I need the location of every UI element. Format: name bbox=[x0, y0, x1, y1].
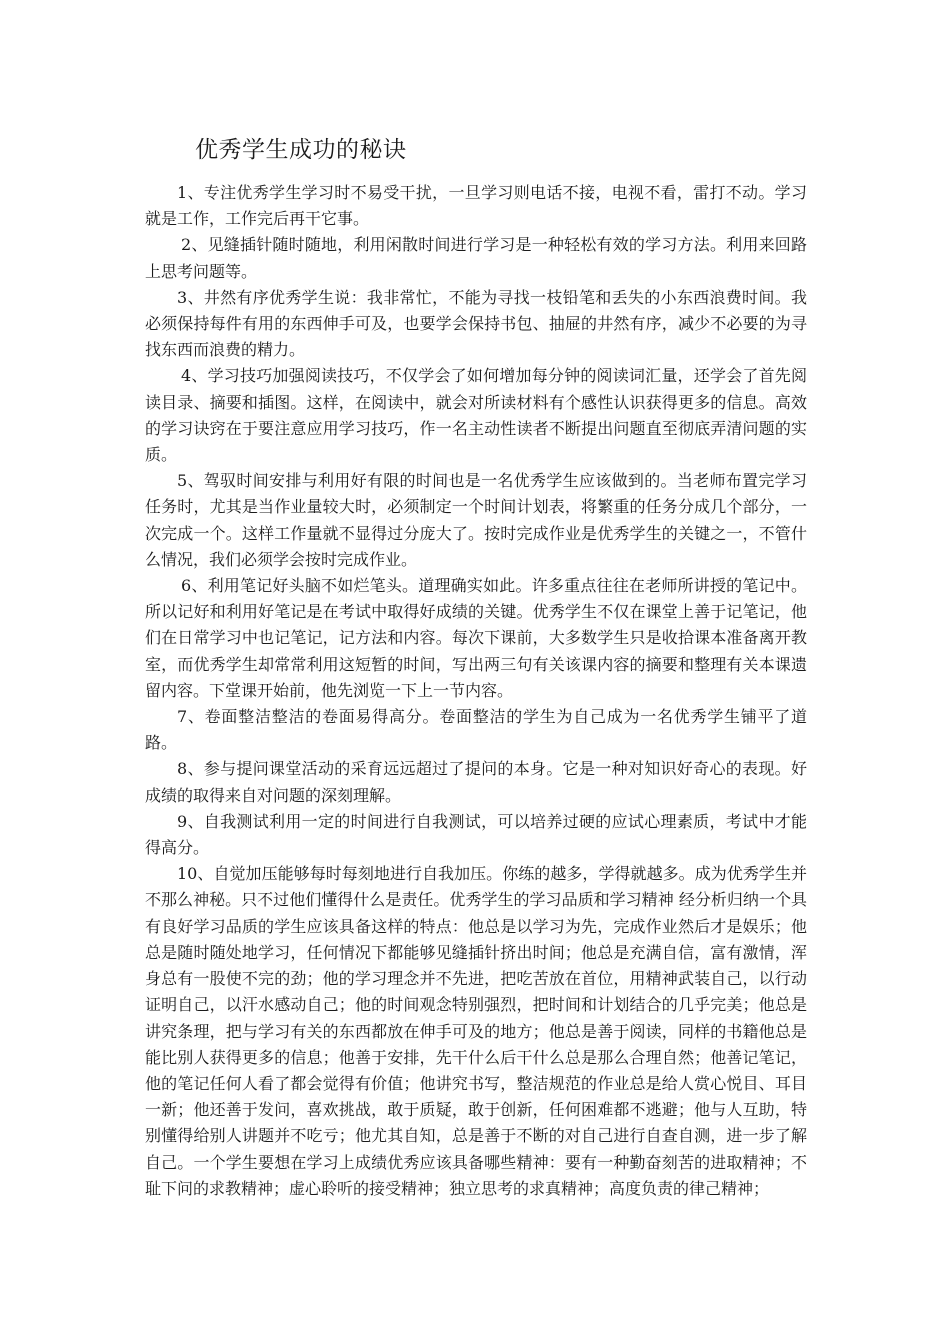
paragraph-3: 3、井然有序优秀学生说：我非常忙，不能为寻找一枝铅笔和丢失的小东西浪费时间。我必须保持每件有用的东西伸手可及，也要学会保持书包、抽屉的井然有序，减少不必要的为寻找东西而浪费的精力。 bbox=[145, 287, 807, 360]
paragraph-2: 2、见缝插针随时随地，利用闲散时间进行学习是一种轻松有效的学习方法。利用来回路上思考问题等。 bbox=[145, 235, 807, 281]
paragraph-7: 7、卷面整洁整洁的卷面易得高分。卷面整洁的学生为自己成为一名优秀学生铺平了道路。 bbox=[145, 707, 807, 753]
paragraph-5: 5、驾驭时间安排与利用好有限的时间也是一名优秀学生应该做到的。当老师布置完学习任务时，尤其是当作业量较大时，必须制定一个时间计划表，将繁重的任务分成几个部分，一次完成一个。这样工作量就不显得过分庞大了。按时完成作业是优秀学生的关键之一，不管什么情况，我们必须学会按时完成作业。 bbox=[145, 471, 807, 569]
paragraph-1: 1、专注优秀学生学习时不易受干扰，一旦学习则电话不接，电视不看，雷打不动。学习就是工作，工作完后再干它事。 bbox=[145, 183, 807, 229]
document-title: 优秀学生成功的秘诀 bbox=[195, 137, 407, 163]
paragraph-10: 10、自觉加压能够每时每刻地进行自我加压。你练的越多，学得就越多。成为优秀学生并不那么神秘。只不过他们懂得什么是责任。优秀学生的学习品质和学习精神 经分析归纳一个具有良好学习品质的学生应该具备这样的特点：他总是以学习为先，完成作业然后才是娱乐；他总是随时随处地学习，任何情况下都能够见缝插针挤出时间；他总是充满自信，富有激情，浑身总有一股使不完的劲；他的学习理念并不先进，把吃苦放在首位，用精神武装自己，以行动证明自己，以汗水感动自己；他的时间观念特别强烈，把时间和计划结合的几乎完美；他总是讲究条理，把与学习有关的东西都放在伸手可及的地方；他总是善于阅读，同样的书籍他总是能比别人获得更多的信息；他善于安排，先干什么后干什么总是那么合理自然；他善记笔记，他的笔记任何人看了都会觉得有价值；他讲究书写，整洁规范的作业总是给人赏心悦目、耳目一新；他还善于发问，喜欢挑战，敢于质疑，敢于创新，任何困难都不逃避；他与人互助，特别懂得给别人讲题并不吃亏；他尤其自知，总是善于不断的对自己进行自查自测，进一步了解自己。一个学生要想在学习上成绩优秀应该具备哪些精神：要有一种勤奋刻苦的进取精神；不耻下问的求教精神；虚心聆听的接受精神；独立思考的求真精神；高度负责的律己精神； bbox=[145, 864, 807, 1198]
paragraph-6: 6、利用笔记好头脑不如烂笔头。道理确实如此。许多重点往往在老师所讲授的笔记中。所以记好和利用好笔记是在考试中取得好成绩的关键。优秀学生不仅在课堂上善于记笔记，他们在日常学习中也记笔记，记方法和内容。每次下课前，大多数学生只是收拾课本准备离开教室，而优秀学生却常常利用这短暂的时间，写出两三句有关该课内容的摘要和整理有关本课遗留内容。下堂课开始前，他先浏览一下上一节内容。 bbox=[145, 576, 807, 700]
paragraph-8: 8、参与提问课堂活动的采育远远超过了提问的本身。它是一种对知识好奇心的表现。好成绩的取得来自对问题的深刻理解。 bbox=[145, 759, 807, 805]
paragraph-9: 9、自我测试利用一定的时间进行自我测试，可以培养过硬的应试心理素质，考试中才能得高分。 bbox=[145, 811, 807, 858]
paragraph-4: 4、学习技巧加强阅读技巧，不仅学会了如何增加每分钟的阅读词汇量，还学会了首先阅读目录、摘要和插图。这样，在阅读中，就会对所读材料有个感性认识获得更多的信息。高效的学习诀窍在于要注意应用学习技巧，作一名主动性读者不断提出问题直至彻底弄清问题的实质。 bbox=[145, 366, 807, 465]
document-page bbox=[145, 130, 807, 1202]
